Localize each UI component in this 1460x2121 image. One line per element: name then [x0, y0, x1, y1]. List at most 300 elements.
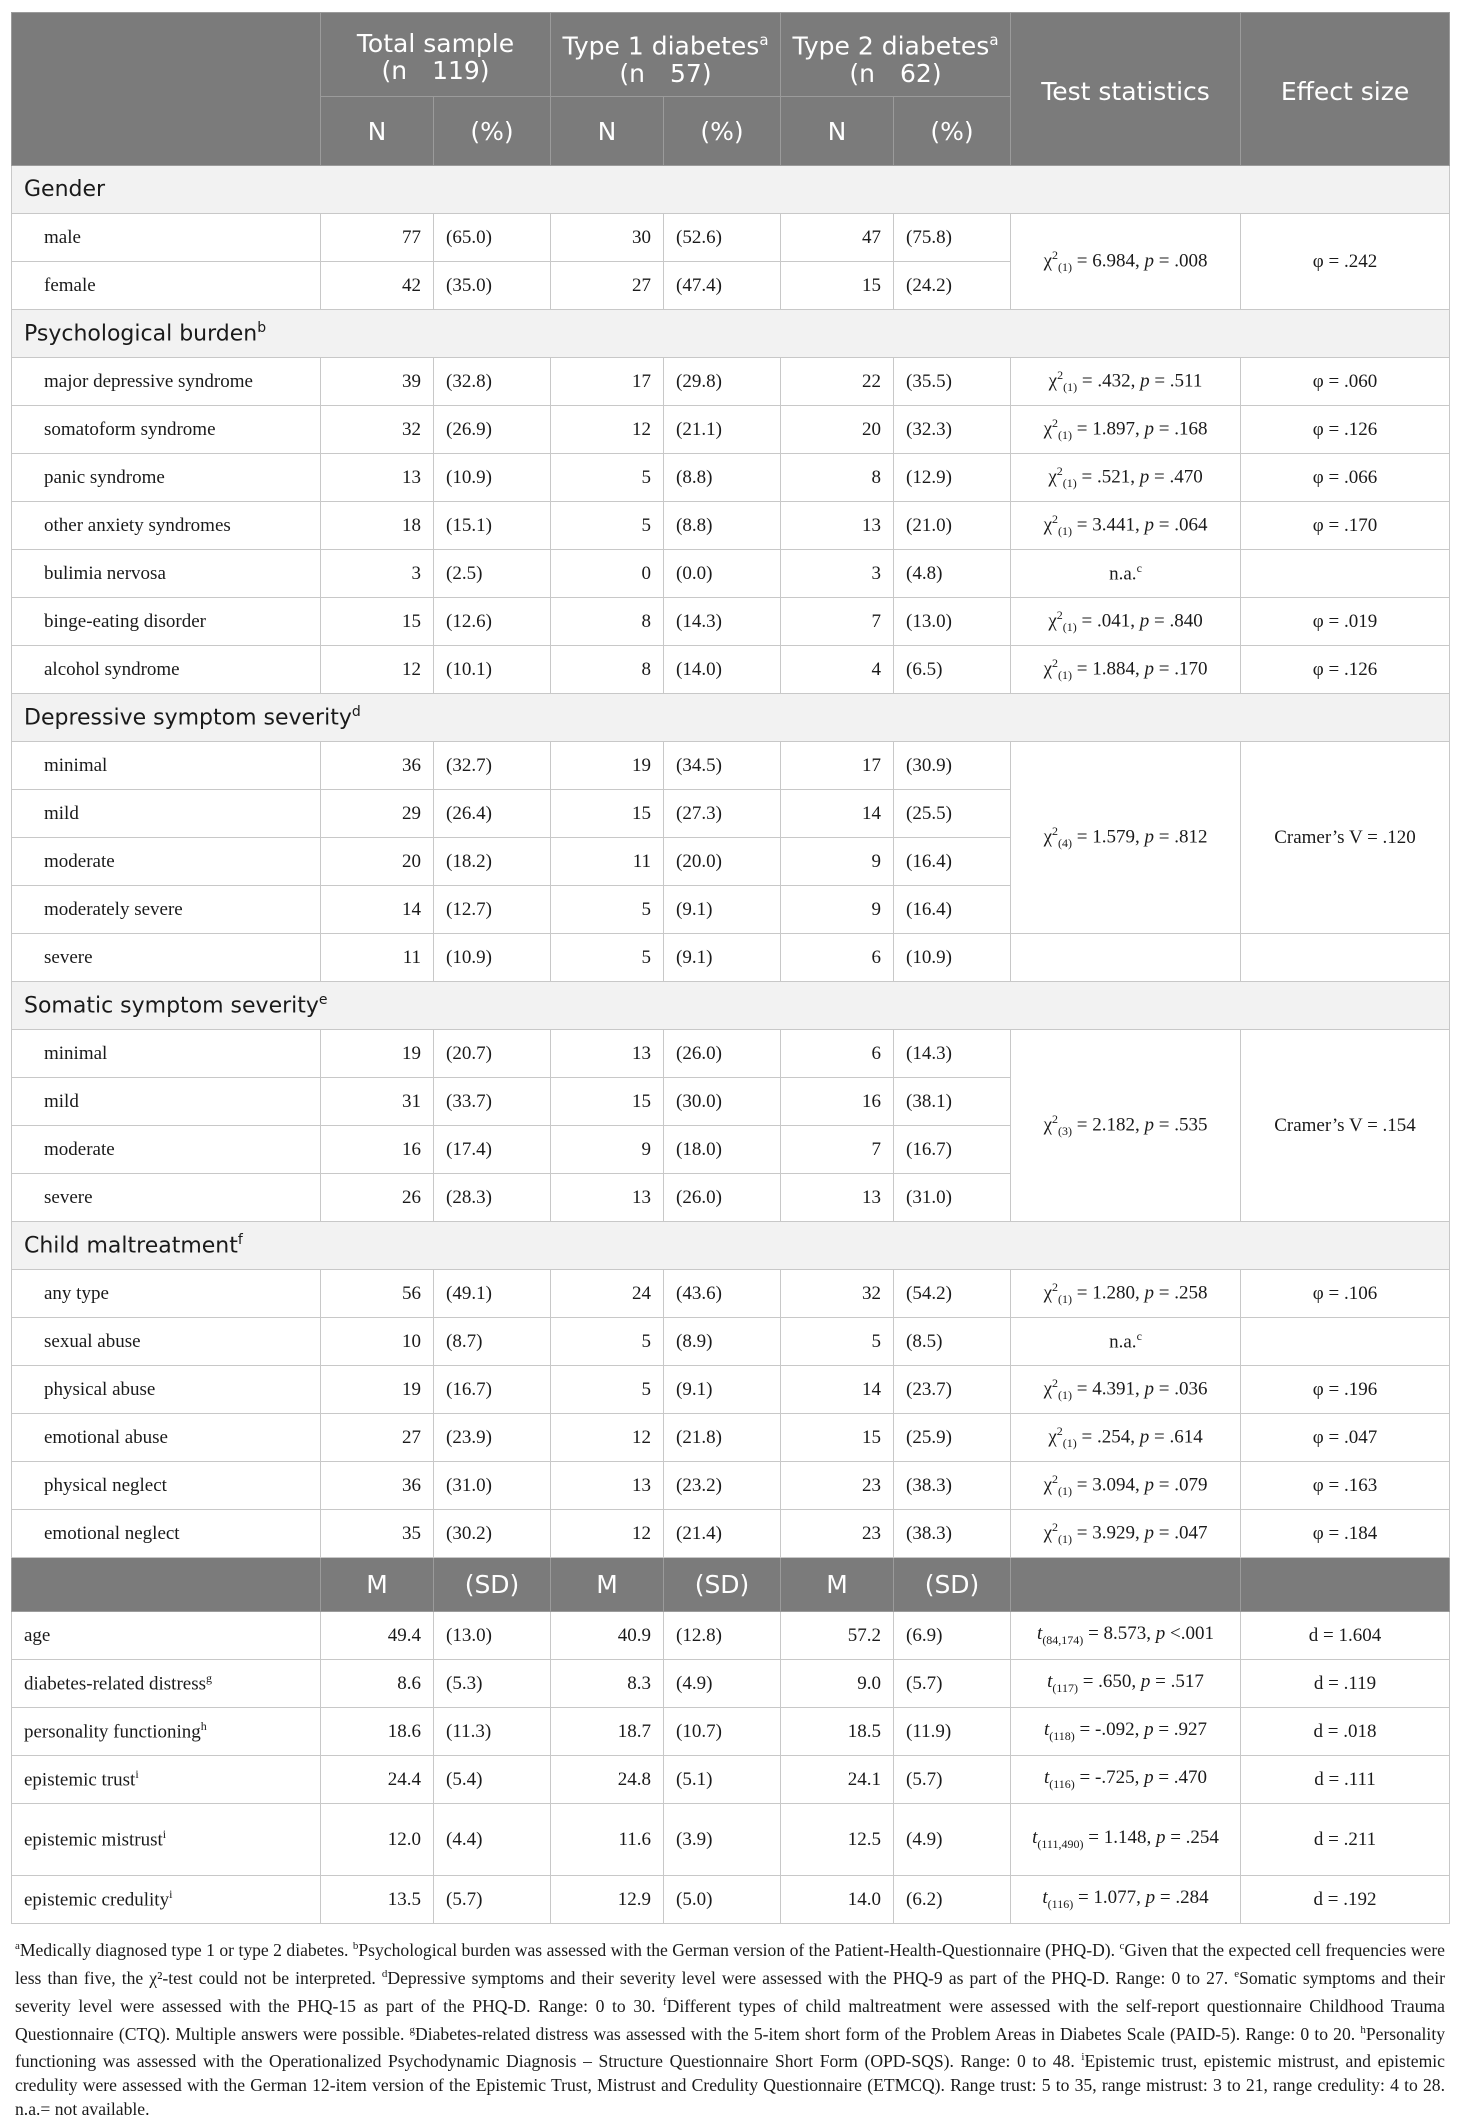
chi-squared-exponent: 2 [1052, 415, 1059, 430]
cell-type2-n: 7 [781, 1126, 894, 1174]
cell-effect-size: d = .018 [1241, 1708, 1450, 1756]
means-header-blank [1241, 1558, 1450, 1612]
table-body [12, 166, 1450, 1924]
row-label: major depressive syndrome [12, 358, 321, 406]
cell-total-pct: (30.2) [434, 1510, 551, 1558]
cell-type2-mean: 57.2 [781, 1612, 894, 1660]
cell-type2-pct: (6.5) [894, 646, 1011, 694]
header-col-sd: (SD) [894, 1558, 1011, 1612]
cell-type2-n: 22 [781, 358, 894, 406]
cell-total-mean: 8.6 [321, 1660, 434, 1708]
degrees-of-freedom: (1) [1058, 260, 1073, 275]
cell-total-n: 26 [321, 1174, 434, 1222]
p-symbol: p [1139, 466, 1150, 488]
section-header-row [12, 694, 1450, 742]
means-header-row [12, 1558, 1450, 1612]
cell-total-pct: (35.0) [434, 262, 551, 310]
footnote-text: Epistemic trust, epistemic mistrust, and epistemic credulity were assessed with the German 12-item version of the Epistemic Trust, Mistrust and Credulity Questionnaire (ETMCQ). Range trust: 5 to 35, range mistrust: 3 to 21, range credulity: 4 to 28. n.a.= not available. [15, 2051, 1445, 2120]
cell-type2-mean: 24.1 [781, 1756, 894, 1804]
cell-type1-pct: (9.1) [664, 886, 781, 934]
cell-type1-pct: (27.3) [664, 790, 781, 838]
cell-test-statistic [1011, 1804, 1241, 1876]
test-value: = .521, [1076, 466, 1140, 488]
cell-type1-pct: (21.1) [664, 406, 781, 454]
cell-test-statistic [1011, 1660, 1241, 1708]
cell-effect-size: d = 1.604 [1241, 1612, 1450, 1660]
cell-type1-pct: (18.0) [664, 1126, 781, 1174]
footnote-text: Depressive symptoms and their severity level were assessed with the PHQ-9 as part of the PHQ-D. Range: 0 to 27. [387, 1967, 1235, 1988]
test-value: = 2.182, [1072, 1114, 1145, 1136]
cell-total-n: 19 [321, 1030, 434, 1078]
cell-effect-size: φ = .066 [1241, 454, 1450, 502]
header-col-sd: (SD) [434, 1558, 551, 1612]
row-label: panic syndrome [12, 454, 321, 502]
row-label [12, 1612, 321, 1660]
footnote-marker: h [200, 1719, 207, 1734]
cell-type1-pct: (26.0) [664, 1174, 781, 1222]
cell-type2-pct: (4.8) [894, 550, 1011, 598]
cell-type1-pct: (14.0) [664, 646, 781, 694]
cell-effect-size: Cramer’s V = .120 [1241, 742, 1450, 934]
chi-symbol: χ [1043, 1522, 1053, 1544]
cell-type2-pct: (75.8) [894, 214, 1011, 262]
cell-type2-n: 17 [781, 742, 894, 790]
cell-total-mean: 49.4 [321, 1612, 434, 1660]
table-header [12, 13, 1450, 166]
cell-type1-n: 13 [551, 1174, 664, 1222]
cell-effect-size: φ = .106 [1241, 1270, 1450, 1318]
p-symbol: p [1155, 1827, 1166, 1849]
cell-type1-n: 5 [551, 934, 664, 982]
header-col-m: M [781, 1558, 894, 1612]
cell-total-sd: (5.7) [434, 1876, 551, 1924]
chi-squared-exponent: 2 [1057, 367, 1064, 382]
table-row [12, 1756, 1450, 1804]
p-value: = .470 [1149, 466, 1203, 488]
footnote-marker: g [206, 1671, 213, 1686]
footnote-text: Diabetes-related distress was assessed with the 5-item short form of the Problem Areas in Diabetes Scale (PAID-5). Range: 0 to 20. [415, 2023, 1361, 2044]
cell-type2-pct: (16.4) [894, 886, 1011, 934]
p-value: = .079 [1153, 1474, 1208, 1496]
test-value: = -.092, [1074, 1719, 1145, 1741]
cell-type1-n: 15 [551, 1078, 664, 1126]
row-label: female [12, 262, 321, 310]
p-symbol: p [1144, 1522, 1154, 1544]
cell-total-pct: (17.4) [434, 1126, 551, 1174]
chi-symbol: χ [1048, 466, 1057, 488]
table-row [12, 1510, 1450, 1558]
header-test-statistics: Test statistics [1011, 13, 1241, 166]
cell-type2-sd: (11.9) [894, 1708, 1011, 1756]
cell-total-pct: (12.6) [434, 598, 551, 646]
degrees-of-freedom: (1) [1062, 476, 1077, 491]
cell-total-pct: (32.7) [434, 742, 551, 790]
cell-total-pct: (26.9) [434, 406, 551, 454]
chi-symbol: χ [1048, 1426, 1057, 1448]
p-value: = .927 [1153, 1719, 1208, 1741]
chi-squared-exponent: 2 [1052, 1111, 1059, 1126]
cell-type2-pct: (25.9) [894, 1414, 1011, 1462]
cell-type1-n: 13 [551, 1030, 664, 1078]
table-row [12, 742, 1450, 790]
p-symbol: p [1144, 1282, 1154, 1304]
cell-effect-size: φ = .196 [1241, 1366, 1450, 1414]
row-label: bulimia nervosa [12, 550, 321, 598]
cell-type2-n: 15 [781, 1414, 894, 1462]
p-symbol: p [1139, 1426, 1150, 1448]
chi-symbol: χ [1048, 370, 1058, 392]
header-group-title: Type 2 diabetes [792, 31, 990, 61]
cell-type1-n: 17 [551, 358, 664, 406]
p-value: = .047 [1153, 1522, 1208, 1544]
chi-symbol: χ [1043, 658, 1053, 680]
chi-symbol: χ [1043, 514, 1053, 536]
cell-total-sd: (5.3) [434, 1660, 551, 1708]
degrees-of-freedom: (118) [1049, 1728, 1075, 1743]
cell-total-sd: (5.4) [434, 1756, 551, 1804]
footnote-marker: b [352, 1940, 359, 1952]
cell-total-n: 16 [321, 1126, 434, 1174]
table-row [12, 598, 1450, 646]
cell-effect-size [1241, 934, 1450, 982]
row-label [12, 1804, 321, 1876]
footnote-text: Somatic symptoms and their severity level were assessed with the PHQ-15 as part of the PHQ-D. Range: 0 to 30. [15, 1967, 1445, 2016]
cell-effect-size: d = .211 [1241, 1804, 1450, 1876]
row-label: binge-eating disorder [12, 598, 321, 646]
not-available: n.a. [1109, 563, 1137, 585]
header-col-m: M [321, 1558, 434, 1612]
test-value: = 3.441, [1072, 514, 1145, 536]
cell-type1-pct: (8.8) [664, 502, 781, 550]
degrees-of-freedom: (116) [1049, 1776, 1075, 1791]
footnote-marker: f [663, 1995, 667, 2008]
test-value: = 1.077, [1073, 1887, 1146, 1909]
cell-type2-n: 16 [781, 1078, 894, 1126]
chi-squared-exponent: 2 [1056, 463, 1063, 478]
test-value: = 1.897, [1072, 418, 1145, 440]
table-row [12, 1612, 1450, 1660]
row-label: moderate [12, 1126, 321, 1174]
chi-symbol: χ [1043, 1378, 1053, 1400]
t-symbol: t [1037, 1623, 1043, 1645]
cell-effect-size: d = .119 [1241, 1660, 1450, 1708]
p-value: = .284 [1155, 1887, 1209, 1909]
footnote-marker: d [381, 1967, 388, 1980]
row-label: mild [12, 1078, 321, 1126]
section-footnote-marker: d [351, 704, 361, 721]
cell-test-statistic [1011, 1510, 1241, 1558]
cell-type1-n: 9 [551, 1126, 664, 1174]
cell-total-n: 29 [321, 790, 434, 838]
footnote-marker: h [1360, 2023, 1366, 2036]
cell-type2-pct: (16.4) [894, 838, 1011, 886]
cell-type1-n: 5 [551, 502, 664, 550]
section-header-row [12, 166, 1450, 214]
degrees-of-freedom: (1) [1063, 380, 1078, 395]
row-label [12, 1660, 321, 1708]
cell-type2-pct: (10.9) [894, 934, 1011, 982]
degrees-of-freedom: (1) [1058, 1484, 1073, 1499]
header-col-n: N [781, 97, 894, 166]
cell-type2-mean: 9.0 [781, 1660, 894, 1708]
table-row [12, 550, 1450, 598]
chi-squared-exponent: 2 [1052, 511, 1059, 526]
cell-total-n: 20 [321, 838, 434, 886]
cell-type1-n: 0 [551, 550, 664, 598]
p-value: = .470 [1153, 1767, 1208, 1789]
row-label [12, 1876, 321, 1924]
row-label: any type [12, 1270, 321, 1318]
cell-total-n: 13 [321, 454, 434, 502]
cell-total-pct: (2.5) [434, 550, 551, 598]
footnote-marker: i [162, 1827, 167, 1842]
degrees-of-freedom: (3) [1058, 1124, 1073, 1139]
footnote-text: Personality functioning was assessed with the Operationalized Psychodynamic Diagnosis – Structure Questionnaire Short Form (OPD-SQS). Range: 0 to 48. [15, 2023, 1446, 2072]
test-value: = 3.929, [1072, 1522, 1145, 1544]
degrees-of-freedom: (1) [1058, 1388, 1073, 1403]
cell-effect-size: Cramer’s V = .154 [1241, 1030, 1450, 1222]
cell-test-statistic [1011, 1318, 1241, 1366]
row-label: alcohol syndrome [12, 646, 321, 694]
cell-type2-pct: (38.3) [894, 1510, 1011, 1558]
p-value: = .254 [1165, 1827, 1219, 1849]
row-label-text: age [24, 1624, 51, 1646]
p-symbol: p [1140, 370, 1150, 392]
t-symbol: t [1032, 1827, 1038, 1849]
cell-type1-n: 12 [551, 1414, 664, 1462]
cell-total-pct: (32.8) [434, 358, 551, 406]
row-label-text: epistemic trust [24, 1769, 136, 1791]
cell-total-mean: 24.4 [321, 1756, 434, 1804]
test-value: = 3.094, [1072, 1474, 1145, 1496]
test-value: = 1.884, [1072, 658, 1145, 680]
p-symbol: p [1144, 1474, 1154, 1496]
cell-total-n: 56 [321, 1270, 434, 1318]
cell-type1-n: 15 [551, 790, 664, 838]
cell-effect-size [1241, 550, 1450, 598]
chi-symbol: χ [1043, 1474, 1053, 1496]
test-value: = 8.573, [1083, 1623, 1156, 1645]
cell-type1-pct: (9.1) [664, 934, 781, 982]
cell-total-pct: (18.2) [434, 838, 551, 886]
degrees-of-freedom: (1) [1062, 1436, 1077, 1451]
cell-type1-mean: 24.8 [551, 1756, 664, 1804]
cell-total-pct: (10.1) [434, 646, 551, 694]
cell-type1-n: 5 [551, 1318, 664, 1366]
row-label: severe [12, 1174, 321, 1222]
degrees-of-freedom: (1) [1058, 524, 1073, 539]
cell-type2-n: 15 [781, 262, 894, 310]
p-symbol: p [1144, 826, 1154, 848]
cell-type2-mean: 14.0 [781, 1876, 894, 1924]
row-label [12, 1708, 321, 1756]
cell-type2-mean: 18.5 [781, 1708, 894, 1756]
cell-type1-pct: (29.8) [664, 358, 781, 406]
row-label: minimal [12, 1030, 321, 1078]
cell-test-statistic [1011, 646, 1241, 694]
row-label: physical neglect [12, 1462, 321, 1510]
table-row [12, 1708, 1450, 1756]
cell-type1-sd: (3.9) [664, 1804, 781, 1876]
cell-type1-sd: (5.0) [664, 1876, 781, 1924]
cell-type2-pct: (25.5) [894, 790, 1011, 838]
section-title-text: Gender [24, 177, 106, 202]
cell-type2-n: 20 [781, 406, 894, 454]
cell-type2-sd: (5.7) [894, 1660, 1011, 1708]
cell-total-sd: (11.3) [434, 1708, 551, 1756]
header-group-n: (n 57) [619, 58, 712, 88]
table-row [12, 406, 1450, 454]
p-symbol: p [1144, 514, 1154, 536]
cell-type2-n: 6 [781, 1030, 894, 1078]
degrees-of-freedom: (1) [1058, 668, 1073, 683]
row-label: male [12, 214, 321, 262]
header-col-sd: (SD) [664, 1558, 781, 1612]
footnote-marker: c [1136, 561, 1142, 576]
cell-type1-pct: (0.0) [664, 550, 781, 598]
cell-type1-n: 5 [551, 886, 664, 934]
cell-total-n: 39 [321, 358, 434, 406]
section-title [12, 1222, 1450, 1270]
p-symbol: p [1144, 1767, 1154, 1789]
footnote-marker: c [1136, 1329, 1142, 1344]
cell-test-statistic [1011, 934, 1241, 982]
cell-type1-n: 8 [551, 598, 664, 646]
cell-type2-n: 14 [781, 1366, 894, 1414]
table-row [12, 1660, 1450, 1708]
footnote-text: Different types of child maltreatment were assessed with the self-report questionnaire Childhood Trauma Questionnaire (CTQ). Multiple answers were possible. [15, 1995, 1445, 2044]
cell-type1-mean: 12.9 [551, 1876, 664, 1924]
section-footnote-marker: f [237, 1232, 243, 1249]
cell-type1-n: 19 [551, 742, 664, 790]
footnote-marker: e [1234, 1967, 1240, 1980]
p-value: = .511 [1149, 370, 1203, 392]
test-value: = .432, [1077, 370, 1141, 392]
cell-type2-pct: (16.7) [894, 1126, 1011, 1174]
cell-total-n: 12 [321, 646, 434, 694]
cell-type2-pct: (30.9) [894, 742, 1011, 790]
row-label: moderate [12, 838, 321, 886]
cell-total-n: 77 [321, 214, 434, 262]
p-value: <.001 [1165, 1623, 1214, 1645]
cell-test-statistic [1011, 1876, 1241, 1924]
cell-total-n: 32 [321, 406, 434, 454]
test-value: = 1.579, [1072, 826, 1145, 848]
p-symbol: p [1155, 1623, 1166, 1645]
cell-type2-n: 8 [781, 454, 894, 502]
cell-total-pct: (31.0) [434, 1462, 551, 1510]
cell-type2-n: 23 [781, 1510, 894, 1558]
cell-type2-n: 7 [781, 598, 894, 646]
test-value: = -.725, [1074, 1767, 1145, 1789]
cell-type2-sd: (5.7) [894, 1756, 1011, 1804]
p-symbol: p [1140, 1671, 1151, 1693]
cell-type1-n: 12 [551, 1510, 664, 1558]
cell-type2-pct: (12.9) [894, 454, 1011, 502]
results-table-container [11, 12, 1449, 2121]
row-label: physical abuse [12, 1366, 321, 1414]
table-row [12, 1270, 1450, 1318]
p-value: = .840 [1149, 610, 1203, 632]
cell-type1-n: 5 [551, 454, 664, 502]
degrees-of-freedom: (1) [1058, 428, 1073, 443]
cell-type2-n: 47 [781, 214, 894, 262]
p-symbol: p [1139, 610, 1150, 632]
cell-type1-mean: 11.6 [551, 1804, 664, 1876]
cell-type2-n: 6 [781, 934, 894, 982]
cell-total-sd: (13.0) [434, 1612, 551, 1660]
test-value: = 6.984, [1072, 250, 1145, 272]
header-footnote-marker: a [759, 31, 769, 50]
cell-total-pct: (33.7) [434, 1078, 551, 1126]
cell-type1-n: 13 [551, 1462, 664, 1510]
cell-total-pct: (16.7) [434, 1366, 551, 1414]
cell-type1-n: 5 [551, 1366, 664, 1414]
cell-type2-n: 4 [781, 646, 894, 694]
p-symbol: p [1144, 1114, 1154, 1136]
cell-total-n: 42 [321, 262, 434, 310]
section-title-text: Somatic symptom severity [24, 993, 319, 1019]
cell-total-mean: 18.6 [321, 1708, 434, 1756]
cell-total-pct: (26.4) [434, 790, 551, 838]
cell-type1-mean: 8.3 [551, 1660, 664, 1708]
cell-test-statistic [1011, 1366, 1241, 1414]
cell-type2-n: 9 [781, 838, 894, 886]
footnote-text: Medically diagnosed type 1 or type 2 diabetes. [19, 1939, 353, 1960]
cell-type2-pct: (54.2) [894, 1270, 1011, 1318]
cell-effect-size: φ = .126 [1241, 646, 1450, 694]
cell-total-n: 19 [321, 1366, 434, 1414]
p-symbol: p [1144, 1719, 1154, 1741]
section-title [12, 982, 1450, 1030]
cell-type2-n: 9 [781, 886, 894, 934]
degrees-of-freedom: (111,490) [1037, 1836, 1084, 1851]
cell-total-n: 27 [321, 1414, 434, 1462]
cell-type2-pct: (38.3) [894, 1462, 1011, 1510]
cell-effect-size: d = .192 [1241, 1876, 1450, 1924]
table-row [12, 1030, 1450, 1078]
footnote-marker: i [1081, 2051, 1085, 2064]
footnote-text: Given that the expected cell frequencies were less than five, the χ²-test could not be interpreted. [15, 1939, 1445, 1988]
cell-test-statistic [1011, 502, 1241, 550]
cell-type1-mean: 18.7 [551, 1708, 664, 1756]
cell-effect-size: φ = .019 [1241, 598, 1450, 646]
header-group-n: (n 119) [381, 56, 490, 85]
table-row [12, 1462, 1450, 1510]
degrees-of-freedom: (1) [1062, 620, 1077, 635]
header-effect-size: Effect size [1241, 13, 1450, 166]
chi-squared-exponent: 2 [1052, 1519, 1059, 1534]
cell-test-statistic [1011, 454, 1241, 502]
cell-type2-pct: (31.0) [894, 1174, 1011, 1222]
table-row [12, 1876, 1450, 1924]
table-footnotes [11, 1924, 1449, 2121]
cell-total-sd: (4.4) [434, 1804, 551, 1876]
cell-total-pct: (8.7) [434, 1318, 551, 1366]
row-label: minimal [12, 742, 321, 790]
table-row [12, 934, 1450, 982]
results-table [11, 12, 1450, 1924]
cell-total-pct: (10.9) [434, 934, 551, 982]
cell-type1-n: 12 [551, 406, 664, 454]
section-title [12, 310, 1450, 358]
table-row [12, 214, 1450, 262]
cell-type1-pct: (30.0) [664, 1078, 781, 1126]
cell-total-pct: (20.7) [434, 1030, 551, 1078]
cell-type2-n: 3 [781, 550, 894, 598]
degrees-of-freedom: (4) [1058, 836, 1073, 851]
row-label: mild [12, 790, 321, 838]
